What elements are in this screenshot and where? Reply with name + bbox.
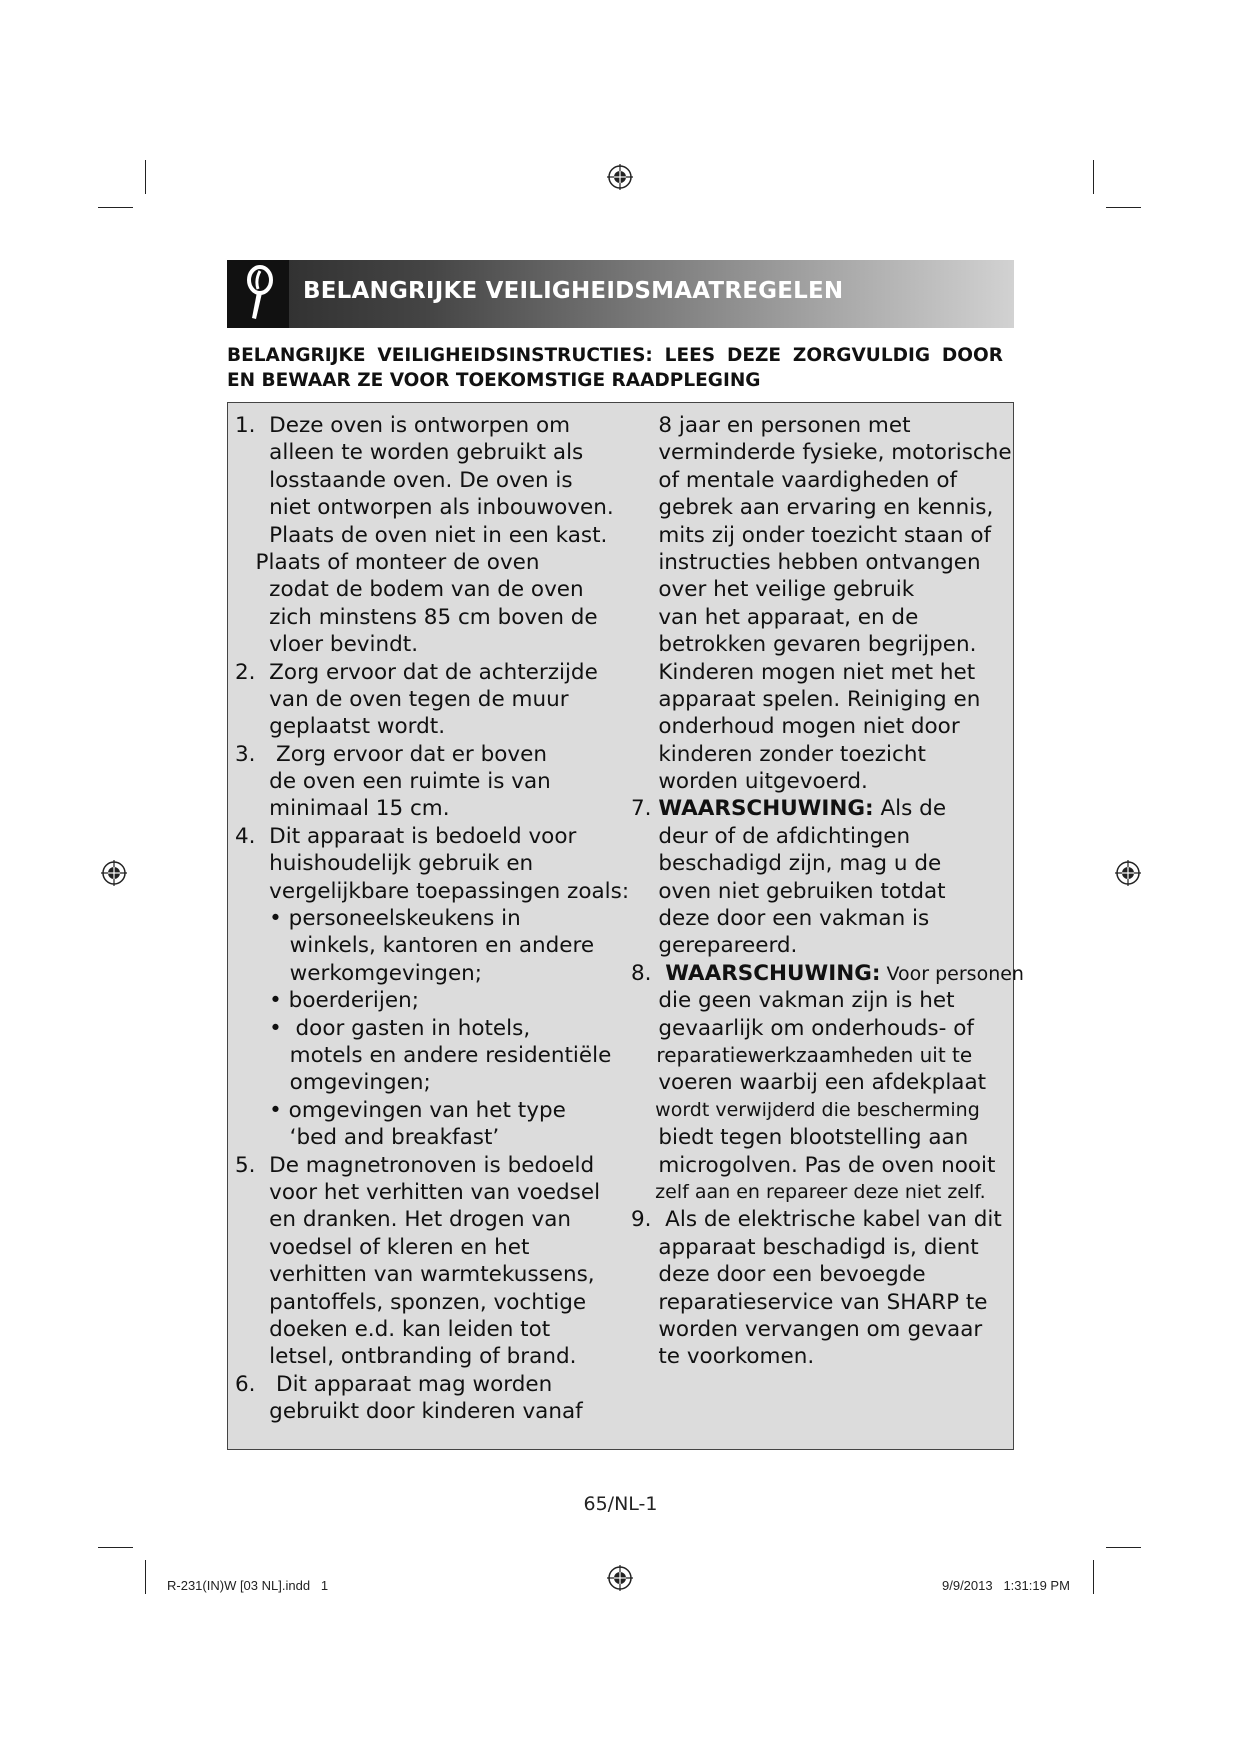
text-line: zelf aan en repareer deze niet zelf. bbox=[631, 1180, 986, 1203]
crop-mark-bottom-left-v bbox=[145, 1560, 146, 1594]
text-line: instructies hebben ontvangen bbox=[631, 549, 981, 575]
text-line: niet ontworpen als inbouwoven. bbox=[235, 495, 614, 521]
text-line: 5. De magnetronoven is bedoeld bbox=[235, 1152, 595, 1178]
text-line: omgevingen; bbox=[235, 1070, 431, 1096]
text-line: te voorkomen. bbox=[631, 1344, 815, 1370]
text-line: verhitten van warmtekussens, bbox=[235, 1262, 595, 1288]
text-line: 9. Als de elektrische kabel van dit bbox=[631, 1207, 1002, 1233]
text-line: oven niet gebruiken totdat bbox=[631, 878, 946, 904]
text-line: zich minstens 85 cm boven de bbox=[235, 604, 598, 630]
text-line: losstaande oven. De oven is bbox=[235, 467, 573, 493]
text-line: apparaat spelen. Reiniging en bbox=[631, 686, 981, 712]
crop-mark-top-left-h bbox=[98, 207, 133, 208]
text-line: deur of de afdichtingen bbox=[631, 823, 911, 849]
text-line: van het apparaat, en de bbox=[631, 604, 919, 630]
text-line: Plaats of monteer de oven bbox=[235, 549, 540, 575]
subheading-line: BELANGRIJKE VEILIGHEIDSINSTRUCTIES: LEES DEZE ZORGVULDIG DOOR bbox=[227, 345, 1003, 366]
text-line: wordt verwijderd die bescherming bbox=[631, 1098, 980, 1121]
text-line: voor het verhitten van voedsel bbox=[235, 1179, 601, 1205]
text-line: 2. Zorg ervoor dat de achterzijde bbox=[235, 659, 598, 685]
text-line: • omgevingen van het type bbox=[235, 1097, 566, 1123]
right-column bbox=[631, 412, 1024, 1371]
text-line: beschadigd zijn, mag u de bbox=[631, 851, 942, 877]
text-line: ‘bed and breakfast’ bbox=[235, 1125, 500, 1151]
text-line: betrokken gevaren begrijpen. bbox=[631, 632, 977, 658]
text-line: voedsel of kleren en het bbox=[235, 1234, 530, 1260]
text-line: kinderen zonder toezicht bbox=[631, 741, 926, 767]
text-line: worden uitgevoerd. bbox=[631, 769, 868, 795]
text-line: winkels, kantoren en andere bbox=[235, 933, 595, 959]
text-line: mits zij onder toezicht staan of bbox=[631, 522, 992, 548]
warning-label: WAARSCHUWING: bbox=[658, 796, 874, 822]
text-line: huishoudelijk gebruik en bbox=[235, 851, 534, 877]
text-line: werkomgevingen; bbox=[235, 960, 483, 986]
text-line: reparatieservice van SHARP te bbox=[631, 1289, 988, 1315]
text-line: gerepareerd. bbox=[631, 933, 798, 959]
text-line: gevaarlijk om onderhouds- of bbox=[631, 1015, 974, 1041]
registration-mark-left-icon bbox=[101, 860, 127, 886]
subheading-line: EN BEWAAR ZE VOOR TOEKOMSTIGE RAADPLEGING bbox=[227, 370, 761, 391]
text-line: microgolven. Pas de oven nooit bbox=[631, 1152, 996, 1178]
text-line: 3. Zorg ervoor dat er boven bbox=[235, 741, 547, 767]
text-line: 6. Dit apparaat mag worden bbox=[235, 1371, 553, 1397]
section-title: BELANGRIJKE VEILIGHEIDSMAATREGELEN bbox=[303, 278, 844, 304]
text-line: of mentale vaardigheden of bbox=[631, 467, 958, 493]
text-line: doeken e.d. kan leiden tot bbox=[235, 1316, 551, 1342]
text-line: die geen vakman zijn is het bbox=[631, 988, 955, 1014]
text-line: • boerderijen; bbox=[235, 988, 419, 1014]
text-line: vergelijkbare toepassingen zoals: bbox=[235, 878, 630, 904]
crop-mark-top-left-v bbox=[145, 160, 146, 194]
text-line: over het veilige gebruik bbox=[631, 577, 915, 603]
text-line: pantoffels, sponzen, vochtige bbox=[235, 1289, 587, 1315]
registration-mark-top-icon bbox=[607, 164, 633, 190]
text-line: voeren waarbij een afdekplaat bbox=[631, 1070, 987, 1096]
left-column bbox=[235, 412, 630, 1425]
warning-item-8 bbox=[631, 960, 1024, 987]
crop-mark-bottom-right-v bbox=[1093, 1560, 1094, 1594]
header-icon-box bbox=[227, 260, 289, 328]
instructions-subheading bbox=[227, 343, 1003, 393]
text-line: Plaats de oven niet in een kast. bbox=[235, 522, 608, 548]
text-line: en dranken. Het drogen van bbox=[235, 1207, 572, 1233]
text-line: 1. Deze oven is ontworpen om bbox=[235, 413, 571, 438]
crop-mark-bottom-right-h bbox=[1106, 1547, 1141, 1548]
warning-label: WAARSCHUWING: bbox=[665, 960, 881, 986]
text-line: gebrek aan ervaring en kennis, bbox=[631, 495, 994, 521]
registration-mark-right-icon bbox=[1115, 860, 1141, 886]
text-line: biedt tegen blootstelling aan bbox=[631, 1125, 969, 1151]
text-line: geplaatst wordt. bbox=[235, 714, 446, 740]
item-number: 7. bbox=[631, 796, 659, 822]
text-line: worden vervangen om gevaar bbox=[631, 1316, 983, 1342]
text-line: vloer bevindt. bbox=[235, 632, 419, 658]
crop-mark-bottom-left-h bbox=[98, 1547, 133, 1548]
warning-text: Voor personen bbox=[880, 962, 1024, 985]
text-line: alleen te worden gebruikt als bbox=[235, 440, 584, 466]
text-line: • door gasten in hotels, bbox=[235, 1015, 531, 1041]
text-line: 8 jaar en personen met bbox=[631, 413, 911, 438]
file-slug: R-231(IN)W [03 NL].indd 1 bbox=[167, 1578, 329, 1593]
text-line: verminderde fysieke, motorische bbox=[631, 440, 1012, 466]
warning-item-7 bbox=[631, 795, 1006, 822]
text-line: motels en andere residentiële bbox=[235, 1042, 612, 1068]
item-number: 8. bbox=[631, 960, 666, 986]
crop-mark-top-right-h bbox=[1106, 207, 1141, 208]
text-line: letsel, ontbranding of brand. bbox=[235, 1344, 577, 1370]
crop-mark-top-right-v bbox=[1093, 160, 1094, 194]
text-line: van de oven tegen de muur bbox=[235, 686, 569, 712]
text-line: onderhoud mogen niet door bbox=[631, 714, 960, 740]
info-icon bbox=[227, 260, 289, 328]
text-line: • personeelskeukens in bbox=[235, 906, 521, 932]
registration-mark-bottom-icon bbox=[607, 1565, 633, 1591]
text-line: apparaat beschadigd is, dient bbox=[631, 1234, 979, 1260]
text-line: de oven een ruimte is van bbox=[235, 769, 551, 795]
text-line: zodat de bodem van de oven bbox=[235, 577, 584, 603]
print-timestamp: 9/9/2013 1:31:19 PM bbox=[942, 1578, 1070, 1593]
text-line: minimaal 15 cm. bbox=[235, 796, 450, 822]
text-line: deze door een bevoegde bbox=[631, 1262, 926, 1288]
text-line: reparatiewerkzaamheden uit te bbox=[631, 1042, 973, 1067]
text-line: gebruikt door kinderen vanaf bbox=[235, 1399, 583, 1425]
page-number: 65/NL-1 bbox=[583, 1493, 658, 1515]
warning-text: Als de bbox=[873, 796, 947, 822]
text-line: Kinderen mogen niet met het bbox=[631, 659, 976, 685]
text-line: 4. Dit apparaat is bedoeld voor bbox=[235, 823, 577, 849]
text-line: deze door een vakman is bbox=[631, 906, 930, 932]
